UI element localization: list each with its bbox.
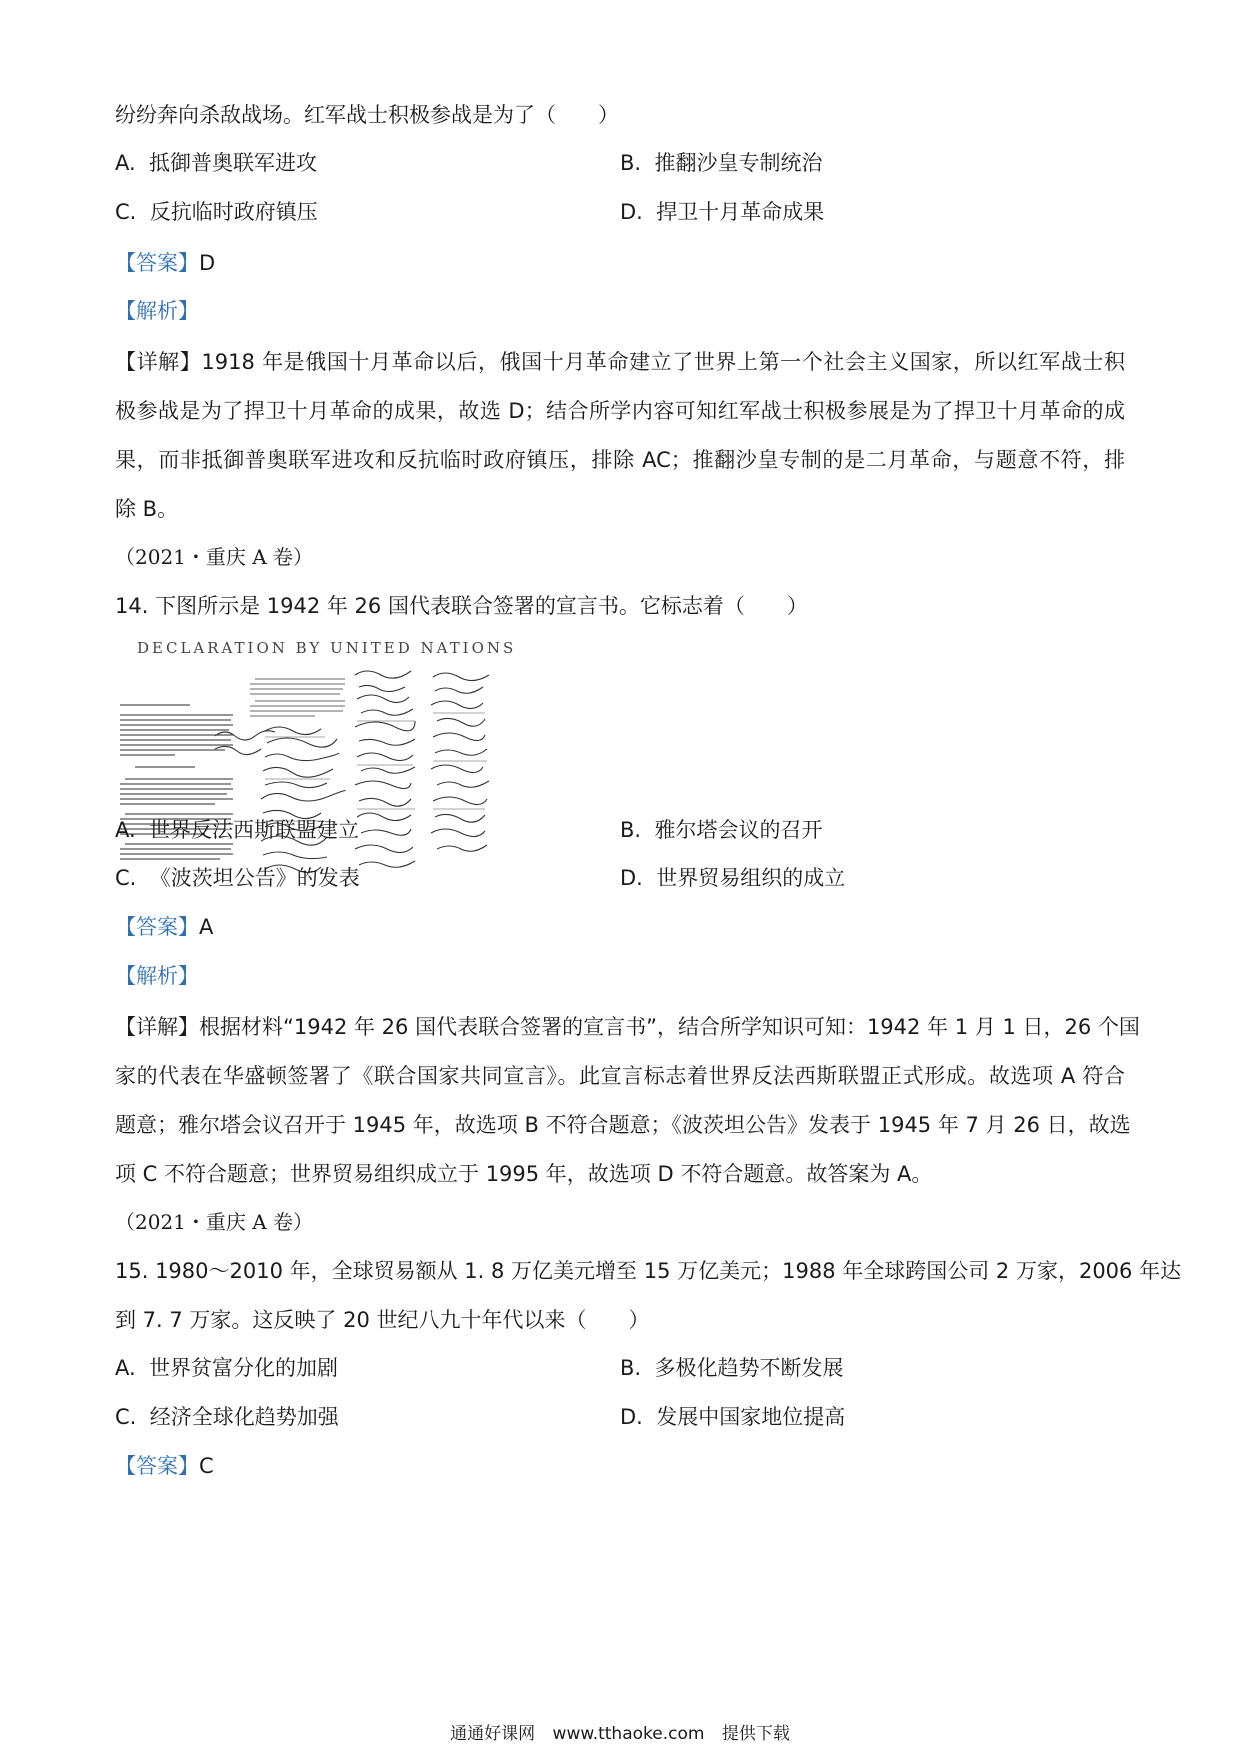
q14-detail-line-4: 项 C 不符合题意；世界贸易组织成立于 1995 年，故选项 D 不符合题意。故答案为 A。 (115, 1162, 933, 1186)
figure-title: DECLARATION BY UNITED NATIONS (137, 639, 517, 657)
analysis-tag: 【解析】 (115, 964, 199, 988)
answer-tag: 【答案】 (115, 1454, 199, 1478)
q13-option-c: C. 反抗临时政府镇压 (115, 200, 318, 224)
footer-note: 提供下载 (721, 1724, 790, 1744)
q13-option-b: B. 推翻沙皇专制统治 (620, 151, 823, 175)
q14-answer (115, 912, 1125, 942)
detail-tag: 【详解】 (115, 350, 202, 374)
q14-option-c: C. 《波茨坦公告》的发表 (115, 866, 360, 890)
q13-option-a: A. 抵御普奥联军进攻 (115, 151, 318, 175)
q13-detail-line-2: 极参战是为了捍卫十月革命的成果，故选 D；结合所学内容可知红军战士积极参展是为了捍卫十月革命的成 (115, 399, 1125, 423)
footer-url[interactable]: www.tthaoke.com (552, 1724, 705, 1744)
answer-value: C (199, 1454, 214, 1478)
q14-detail-line-2: 家的代表在华盛顿签署了《联合国家共同宣言》。此宣言标志着世界反法西斯联盟正式形成。故选项 A 符合 (115, 1064, 1125, 1088)
answer-tag: 【答案】 (115, 915, 199, 939)
q13-detail-line-1: 【详解】1918 年是俄国十月革命以后，俄国十月革命建立了世界上第一个社会主义国家，所以红军战士积 (115, 350, 1125, 374)
analysis-tag: 【解析】 (115, 299, 199, 323)
declaration-figure (115, 635, 525, 885)
q15-option-a: A. 世界贫富分化的加剧 (115, 1356, 339, 1380)
q15-source: （2021・重庆 A 卷） (115, 1210, 314, 1234)
q14-stem: 14. 下图所示是 1942 年 26 国代表联合签署的宣言书。它标志着（ ） (115, 594, 808, 618)
q13-option-d: D. 捍卫十月革命成果 (620, 200, 825, 224)
answer-tag: 【答案】 (115, 251, 199, 275)
declaration-document-image (115, 661, 525, 885)
q14-source: （2021・重庆 A 卷） (115, 545, 314, 569)
q15-stem-line-1: 15. 1980～2010 年，全球贸易额从 1. 8 万亿美元增至 15 万亿美元；1988 年全球跨国公司 2 万家，2006 年达 (115, 1259, 1182, 1283)
q15-stem-line-2: 到 7. 7 万家。这反映了 20 世纪八九十年代以来（ ） (115, 1308, 650, 1332)
q15-option-d: D. 发展中国家地位提高 (620, 1405, 846, 1429)
q13-answer (115, 248, 1125, 278)
q13-stem: 纷纷奔向杀敌战场。红军战士积极参战是为了（ ） (115, 103, 619, 127)
detail-tag: 【详解】 (115, 1015, 199, 1039)
q14-detail-line-3: 题意；雅尔塔会议召开于 1945 年，故选项 B 不符合题意；《波茨坦公告》发表于 1945 年 7 月 26 日，故选 (115, 1113, 1131, 1137)
q13-detail-line-3: 果，而非抵御普奥联军进攻和反抗临时政府镇压，排除 AC；推翻沙皇专制的是二月革命，与题意不符，排 (115, 448, 1125, 472)
q15-answer (115, 1451, 1125, 1481)
footer-site-name: 通通好课网 (450, 1724, 536, 1744)
q15-option-b: B. 多极化趋势不断发展 (620, 1356, 844, 1380)
answer-value: A (199, 915, 214, 939)
q14-analysis-heading (115, 961, 1125, 991)
page-footer (0, 1722, 1240, 1746)
q13-detail-line-4: 除 B。 (115, 497, 179, 521)
answer-value: D (199, 251, 216, 275)
q15-option-c: C. 经济全球化趋势加强 (115, 1405, 339, 1429)
q14-detail-line-1: 【详解】根据材料“1942 年 26 国代表联合签署的宣言书”，结合所学知识可知：1942 年 1 月 1 日，26 个国 (115, 1015, 1140, 1039)
q14-option-a: A. 世界反法西斯联盟建立 (115, 818, 360, 842)
q14-option-b: B. 雅尔塔会议的召开 (620, 818, 823, 842)
q14-option-d: D. 世界贸易组织的成立 (620, 866, 846, 890)
q13-analysis-heading (115, 296, 1125, 326)
